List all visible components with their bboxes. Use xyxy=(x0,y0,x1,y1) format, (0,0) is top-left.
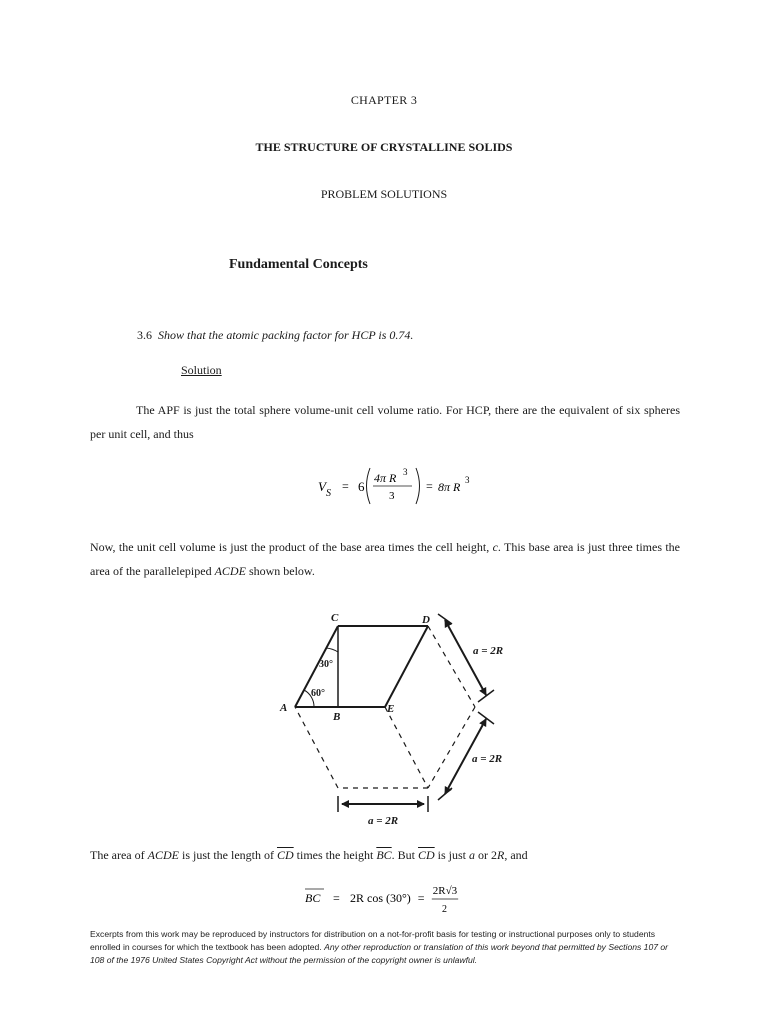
paragraph-unit-cell xyxy=(90,535,680,583)
eq2-equals: = xyxy=(333,891,340,905)
eq1-lhs-sub: S xyxy=(326,488,331,499)
p3-t4: . But xyxy=(391,848,418,862)
eq1-equals: = xyxy=(342,479,349,493)
p3-t6: or 2 xyxy=(475,848,498,862)
label-dim-right-bottom: a = 2R xyxy=(472,753,503,765)
footer-text-1: Excerpts from this work may be reproduced by instructors for distribution on a not-for-profit basis for testing or instructional purposes only to students enrolled in courses for which the textbook has been adopted. xyxy=(90,929,656,952)
eq2-num-visible: 2R√3 xyxy=(432,885,458,897)
dashed-edge-5 xyxy=(385,707,428,788)
eq1-left-paren xyxy=(367,468,371,504)
dashed-edge-4 xyxy=(295,707,341,788)
footer-text-2: Any other reproduction or translation of this work beyond that permitted by Sections 107 or 108 of the 1976 United States Copyright Act without the permission of the copyright owner is unlawful. xyxy=(90,942,669,965)
label-a: A xyxy=(280,702,288,714)
p3-t1: The area of xyxy=(90,848,148,862)
eq1-denominator: 3 xyxy=(389,490,395,502)
p3-t5: is just xyxy=(434,848,470,862)
chapter-title: THE STRUCTURE OF CRYSTALLINE SOLIDS xyxy=(255,140,513,154)
ext-tick-1 xyxy=(438,614,452,624)
ext-tick-4 xyxy=(438,788,452,800)
section-heading: Fundamental Concepts xyxy=(229,257,368,272)
problem-text: Show that the atomic packing factor for HCP is 0.74. xyxy=(158,328,414,342)
solution-label: Solution xyxy=(181,363,222,377)
dashed-edge-2 xyxy=(428,707,475,788)
eq1-rhs-exponent: 3 xyxy=(465,475,470,485)
eq1-lhs: V xyxy=(318,479,326,494)
label-angle-30: 30° xyxy=(319,659,333,670)
label-dim-bottom: a = 2R xyxy=(368,815,399,827)
p3-t7: , and xyxy=(504,848,528,862)
chapter-subtitle: PROBLEM SOLUTIONS xyxy=(320,187,448,201)
p3-cd-2: $\overline{CD}$ xyxy=(418,848,435,862)
eq2-middle: 2R cos (30°) xyxy=(350,891,411,905)
copyright-footer xyxy=(90,928,682,967)
label-d: D xyxy=(422,614,430,626)
eq2-denominator: 2 xyxy=(441,904,447,915)
arc-30 xyxy=(326,648,338,652)
ext-tick-3 xyxy=(478,712,494,724)
eq1-equals-2: = xyxy=(426,479,433,493)
p3-bc: $\overline{BC}$ xyxy=(376,848,392,862)
p3-acde: ACDE xyxy=(147,848,179,862)
p3-t2: is just the length of xyxy=(178,848,277,862)
ext-tick-2 xyxy=(478,690,494,702)
eq1-coef: 6 xyxy=(358,479,365,494)
equation-sphere-volume xyxy=(300,462,480,512)
problem-number: 3.6 xyxy=(137,328,152,342)
eq2-equals-2: = xyxy=(417,891,425,905)
dashed-edge-1 xyxy=(428,626,475,707)
label-dim-right-top: a = 2R xyxy=(473,645,504,657)
p2-text-3: shown below. xyxy=(245,564,315,578)
label-c: C xyxy=(331,612,339,624)
paragraph-area xyxy=(90,843,680,867)
edge-de xyxy=(385,626,428,707)
p3-cd: $\overline{CD}$ xyxy=(276,848,294,862)
problem-statement xyxy=(137,328,413,343)
p2-text-1: Now, the unit cell volume is just the product of the base area times the cell height, xyxy=(90,540,493,554)
eq1-right-paren xyxy=(416,468,420,504)
equation-bc-height xyxy=(300,880,480,922)
label-angle-60: 60° xyxy=(311,688,325,699)
p2-acde: ACDE xyxy=(214,564,246,578)
label-e: E xyxy=(387,703,395,715)
hexagon-figure xyxy=(270,606,530,838)
p3-a: a xyxy=(469,848,476,862)
chapter-heading: CHAPTER 3 xyxy=(350,93,418,107)
eq1-num-exponent: 3 xyxy=(403,467,408,477)
paragraph-apf: The APF is just the total sphere volume-unit cell volume ratio. For HCP, there are the equivalent of six spheres per unit cell, and thus xyxy=(90,403,680,441)
eq1-numerator: 4π R xyxy=(374,471,397,485)
label-b: B xyxy=(333,711,341,723)
p3-t3: times the height xyxy=(293,848,377,862)
eq2-lhs: BC xyxy=(305,891,321,905)
eq1-rhs: 8π R xyxy=(438,480,461,494)
p2-text-2: . This base area is just three times the area of the parallelepiped xyxy=(90,540,681,578)
dim-arrow-right-top xyxy=(445,620,486,695)
p3-r: R xyxy=(497,848,505,862)
p2-c: c xyxy=(492,540,498,554)
